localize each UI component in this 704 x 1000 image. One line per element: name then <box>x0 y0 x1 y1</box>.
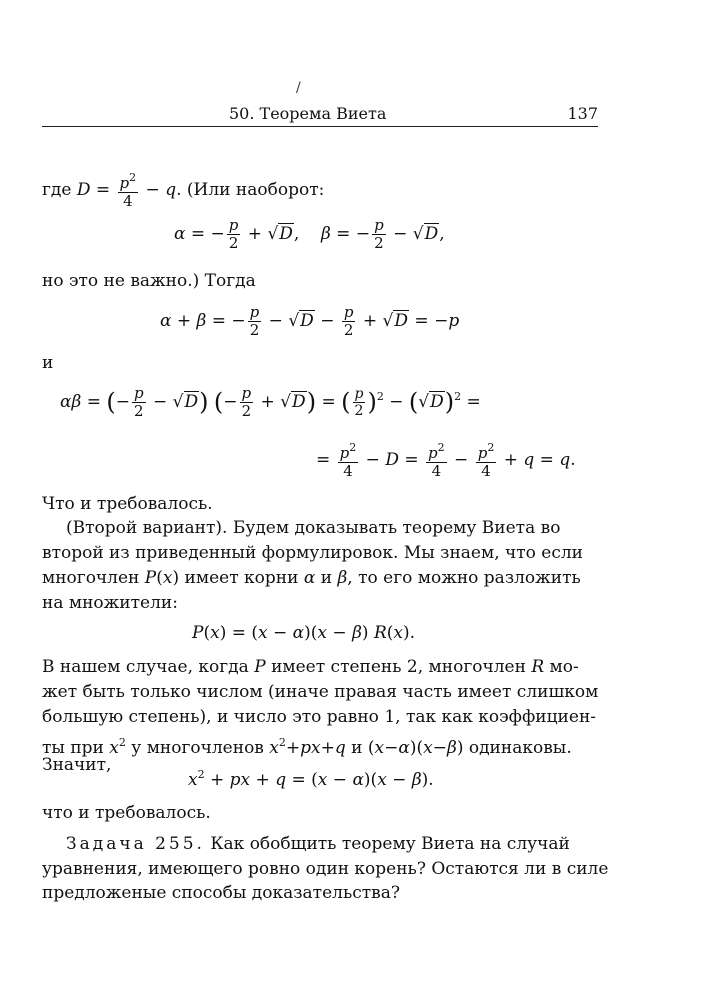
text-has-degree-2: имеет степень 2, многочлен <box>271 657 526 677</box>
stray-mark: / <box>296 80 301 96</box>
formula-product-line2: = $\frac{p^2}{4}$ − D = $\frac{p^2}{4}$ − $\frac{p^2}{4}$ + q = q. <box>316 441 576 480</box>
formula-sum-of-roots: α + β = − $\frac{p}{2}$ − √D − $\frac{p}{2}$ + √D = −p <box>160 303 460 339</box>
page-number: 137 <box>567 104 598 123</box>
paragraph-our-case-l3: большую степень), и число это равно 1, так как коэффициен- <box>42 707 597 727</box>
running-header <box>42 100 598 128</box>
paragraph-our-case-l1: В нашем случае, когда P имеет степень 2, многочлен R мо- <box>42 657 579 677</box>
line-not-important: но это не важно.) Тогда <box>42 271 256 291</box>
task-label: Задача 255. <box>66 834 205 854</box>
formula-product-line1: αβ = (− $\frac{p}{2}$ − √D) (− $\frac{p}{2}$ + √D) = ( $\frac{p}{2}$ )$^2 - (√D)^2$ = <box>60 384 481 420</box>
text-and-2: и <box>351 738 363 758</box>
paragraph-second-variant-l3: многочлен P(x) имеет корни α и β, то его можно разложить <box>42 568 581 588</box>
text-in-our-case: В нашем случае, когда <box>42 657 249 677</box>
formula-roots-alternative: α = − $\frac{p}{2}$ + √D, β = − $\frac{p}{2}$ − √D, <box>174 216 445 252</box>
header-title: 50. Теорема Виета <box>229 104 387 123</box>
paragraph-our-case-l2: жет быть только числом (иначе правая часть имеет слишком <box>42 682 599 702</box>
text-has-roots: имеет корни <box>184 568 299 588</box>
task-255-l1 <box>42 831 570 858</box>
text-can-factor: , то его можно разложить <box>347 568 581 588</box>
formula-vieta-identity: $x^2$ + px + q = (x − α)(x − β). <box>188 768 434 790</box>
paragraph-our-case-l4: ты при $x^2$ у многочленов $x^2+px+q$ и (x−α)(x−β) одинаковы. <box>42 736 572 758</box>
task-text-l1: Как обобщить теорему Виета на случай <box>210 834 570 854</box>
text-hyphen-mo: мо- <box>549 657 579 677</box>
text-or-conversely: (Или наоборот: <box>186 180 325 200</box>
line-qed-1: Что и требовалось. <box>42 494 213 514</box>
paragraph-second-variant-l1: (Второй вариант). Будем доказывать теорему Виета во <box>66 518 561 538</box>
text-ty-pri: ты при <box>42 738 104 758</box>
line-definition-D: где D = $\frac{p^2}{4}$ − q. (Или наоборот: <box>42 171 325 210</box>
text-polynomial: многочлен <box>42 568 140 588</box>
text-where: где <box>42 180 72 200</box>
text-and: и <box>320 568 333 588</box>
text-u-mnogochlenov: у многочленов <box>131 738 264 758</box>
header-rule <box>42 126 598 127</box>
task-255-l2: уравнения, имеющего ровно один корень? Остаются ли в силе <box>42 859 609 879</box>
paragraph-second-variant-l2: второй из приведенный формулировок. Мы знаем, что если <box>42 543 583 563</box>
line-and: и <box>42 353 54 373</box>
paragraph-second-variant-l4: на множители: <box>42 593 178 613</box>
text-equal: одинаковы. <box>468 738 572 758</box>
line-qed-2: что и требовалось. <box>42 803 211 823</box>
formula-factorization: P(x) = (x − α)(x − β) R(x). <box>192 623 416 643</box>
paragraph-our-case-l5: Значит, <box>42 755 112 775</box>
task-255-l3: предложеные способы доказательства? <box>42 883 400 903</box>
